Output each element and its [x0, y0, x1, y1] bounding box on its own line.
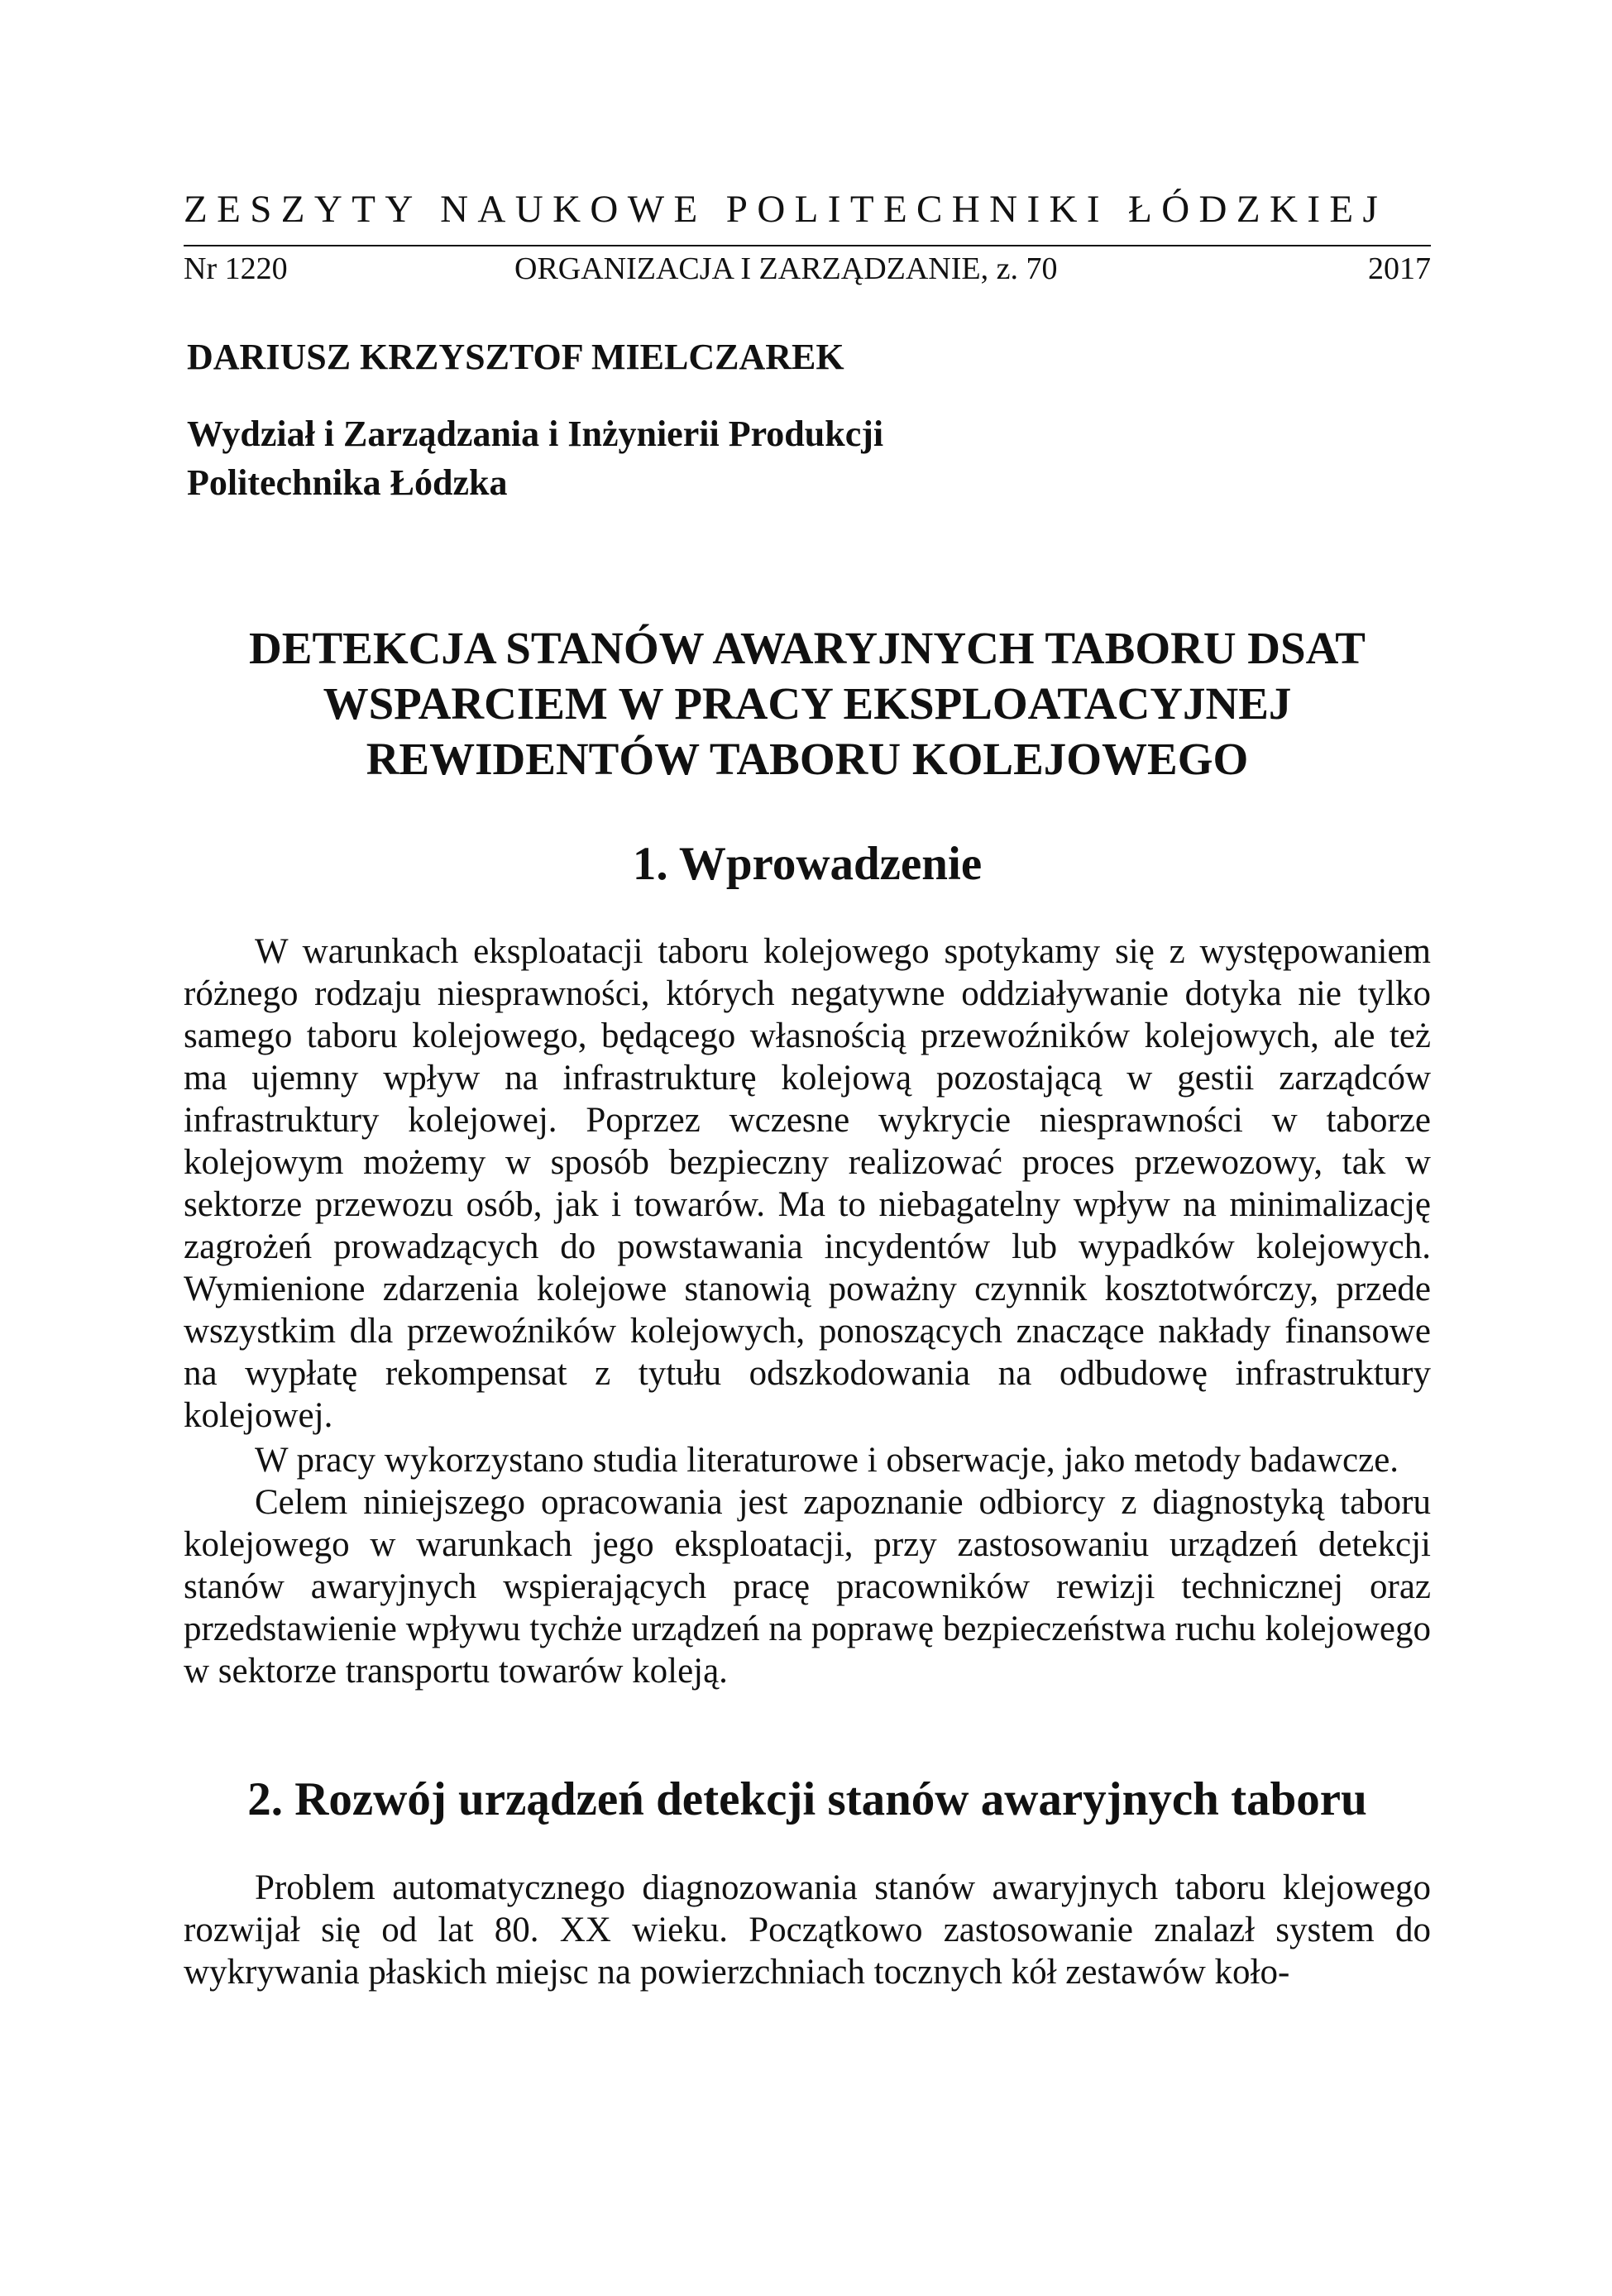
- body-paragraph: Celem niniejszego opracowania jest zapoznanie odbiorcy z diagnostyką taboru kolejowego w warunkach jego eksploatacji, przy zastosowaniu urządzeń detekcji stanów awaryjnych wspierających pracę pracowników rewizji technicznej oraz przedstawienie wpływu tychże urządzeń na poprawę bezpieczeństwa ruchu kolejowego w sektorze transportu towarów koleją.: [184, 1483, 1431, 1691]
- paper-title: [184, 620, 1431, 787]
- journal-title: ZESZYTY NAUKOWE POLITECHNIKI ŁÓDZKIEJ: [184, 188, 1388, 231]
- issue-series: ORGANIZACJA I ZARZĄDZANIE, z. 70: [514, 251, 1058, 286]
- section-heading-development: 2. Rozwój urządzeń detekcji stanów awaryjnych taboru: [247, 1773, 1367, 1825]
- author-name: DARIUSZ KRZYSZTOF MIELCZAREK: [187, 337, 844, 377]
- title-line: WSPARCIEM W PRACY EKSPLOATACYJNEJ: [323, 678, 1292, 729]
- author-affiliation: [187, 409, 883, 507]
- issue-number: Nr 1220: [184, 251, 288, 286]
- header-rule: [184, 245, 1431, 246]
- body-paragraph: Problem automatycznego diagnozowania stanów awaryjnych taboru klejowego rozwijał się od lat 80. XX wieku. Początkowo zastosowanie znalazł system do wykrywania płaskich miejsc na powierzchniach tocznych kół zestawów koło-: [184, 1868, 1431, 1992]
- section-heading-introduction: 1. Wprowadzenie: [632, 838, 983, 890]
- affiliation-department: Wydział i Zarządzania i Inżynierii Produkcji: [187, 414, 884, 454]
- title-line: REWIDENTÓW TABORU KOLEJOWEGO: [366, 734, 1249, 784]
- issue-year: 2017: [1368, 251, 1431, 286]
- body-paragraph: W warunkach eksploatacji taboru kolejowego spotykamy się z występowaniem różnego rodzaju niesprawności, których negatywne oddziaływanie dotyka nie tylko samego taboru kolejowego, będącego własnością przewoźników kolejowych, ale też ma ujemny wpływ na infrastrukturę kolejową pozostającą w gestii zarządców infrastruktury kolejowej. Poprzez wczesne wykrycie niesprawności w taborze kolejowym możemy w sposób bezpieczny realizować proces przewozowy, tak w sektorze przewozu osób, jak i towarów. Ma to niebagatelny wpływ na minimalizację zagrożeń prowadzących do powstawania incydentów lub wypadków kolejowych. Wymienione zdarzenia kolejowe stanowią poważny czynnik kosztotwórczy, przede wszystkim dla przewoźników kolejowych, ponoszących znaczące nakłady finansowe na wypłatę rekompensat z tytułu odszkodowania na odbudowę infrastruktury kolejowej.: [184, 932, 1431, 1435]
- title-line: DETEKCJA STANÓW AWARYJNYCH TABORU DSAT: [249, 623, 1366, 673]
- affiliation-university: Politechnika Łódzka: [187, 462, 508, 503]
- body-paragraph: W pracy wykorzystano studia literaturowe i obserwacje, jako metody badawcze.: [255, 1441, 1399, 1480]
- issue-info-row: [184, 248, 1431, 289]
